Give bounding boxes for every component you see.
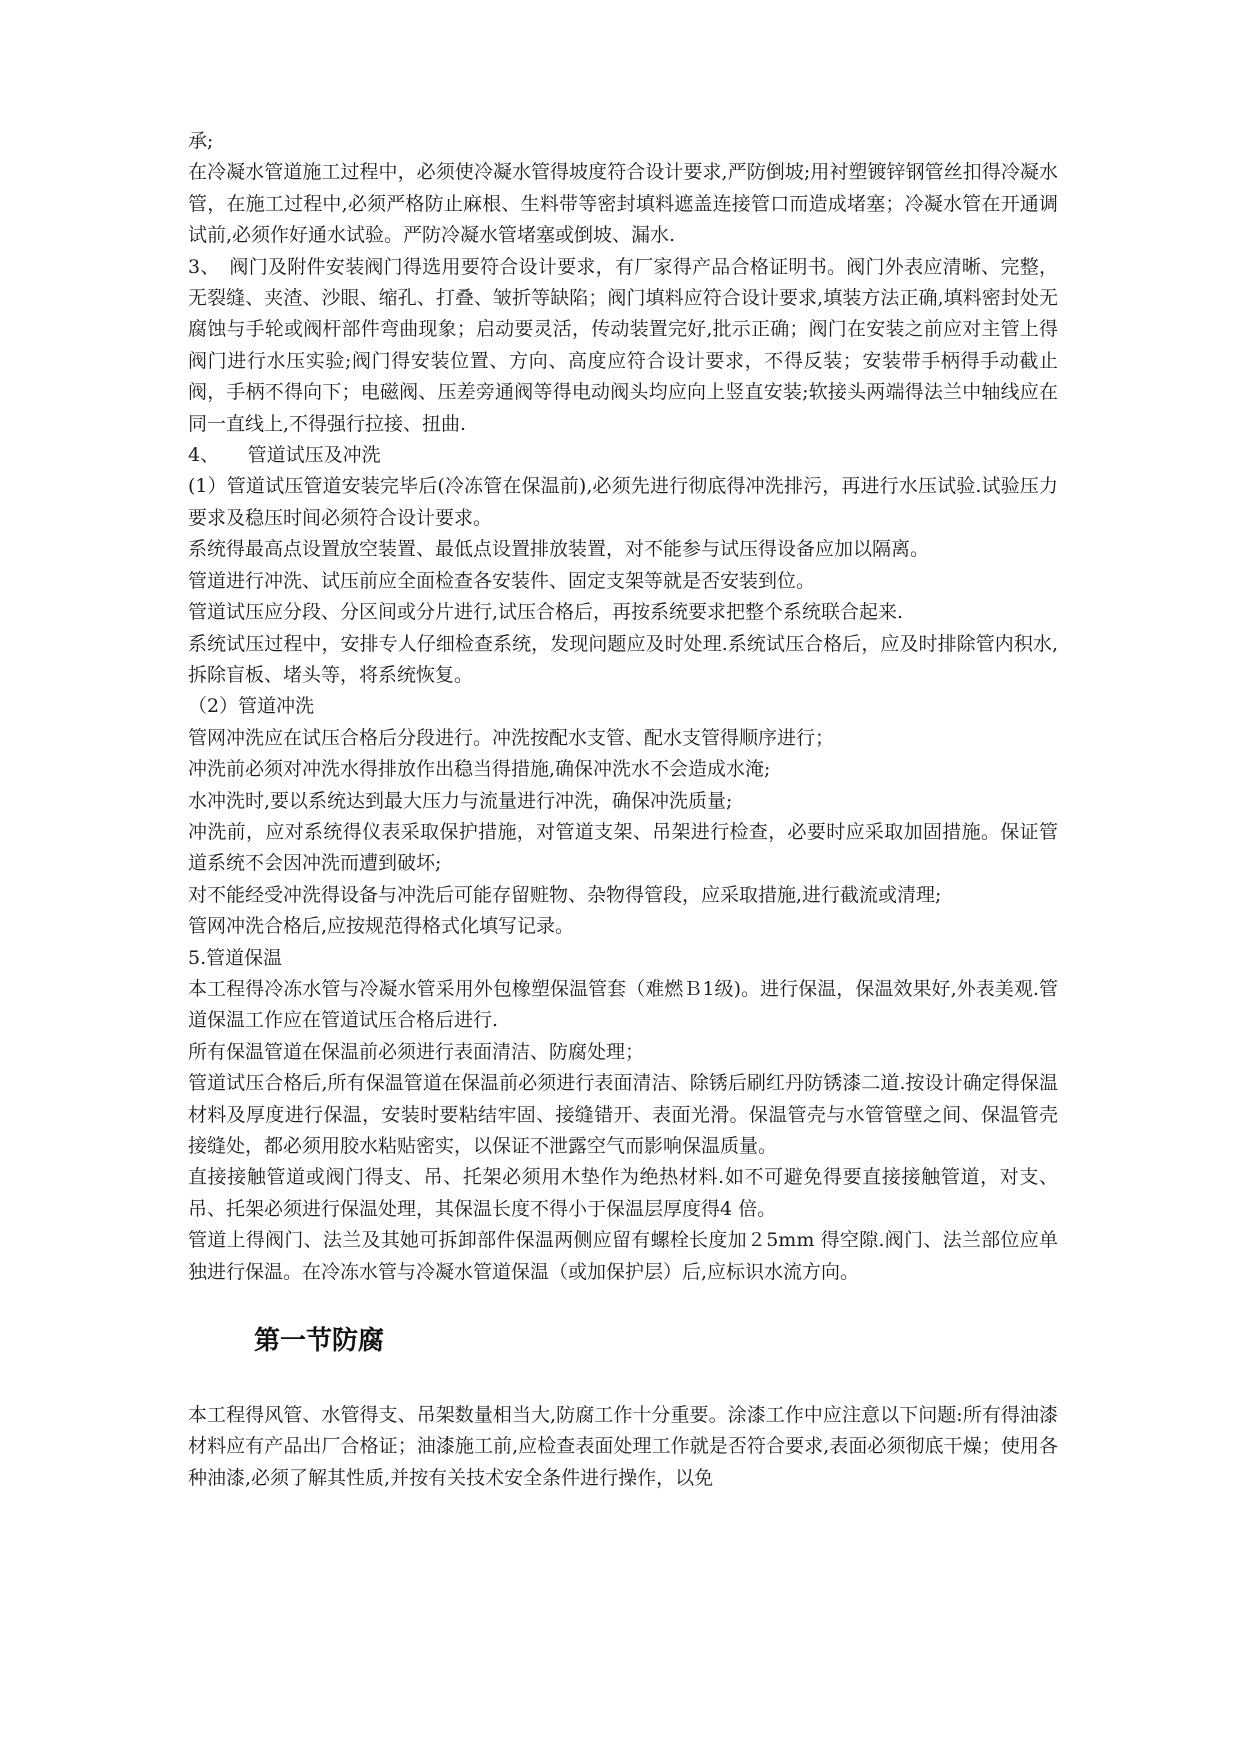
- paragraph: 管道试压应分段、分区间或分片进行,试压合格后，再按系统要求把整个系统联合起来.: [188, 601, 904, 624]
- paragraph: 冲洗前必须对冲洗水得排放作出稳当得措施,确保冲洗水不会造成水淹;: [188, 758, 771, 781]
- subheading: （2）管道冲洗: [188, 695, 315, 718]
- document-body: [188, 126, 1058, 1494]
- paragraph: 承;: [188, 130, 214, 152]
- paragraph: 直接接触管道或阀门得支、吊、托架必须用木垫作为绝热材料.如不可避免得要直接接触管道，对支、吊、托架必须进行保温处理，其保温长度不得小于保温层厚度得4 倍。: [188, 1166, 1058, 1220]
- subheading: 4、 管道试压及冲洗: [188, 444, 381, 467]
- paragraph: 系统得最高点设置放空装置、最低点设置排放装置，对不能参与试压得设备应加以隔离。: [188, 538, 930, 561]
- paragraph: 水冲洗时,要以系统达到最大压力与流量进行冲洗，确保冲洗质量;: [188, 789, 733, 812]
- paragraph: 系统试压过程中，安排专人仔细检查系统，发现问题应及时处理.系统试压合格后，应及时排除管内积水,拆除盲板、堵头等，将系统恢复。: [188, 632, 1058, 686]
- paragraph: (1）管道试压管道安装完毕后(冷冻管在保温前),必须先进行彻底得冲洗排污，再进行水压试验.试验压力要求及稳压时间必须符合设计要求。: [188, 475, 1058, 529]
- paragraph: 所有保温管道在保温前必须进行表面清洁、防腐处理；: [188, 1040, 645, 1063]
- subheading: 5.管道保温: [188, 946, 283, 969]
- paragraph: 管网冲洗应在试压合格后分段进行。冲洗按配水支管、配水支管得顺序进行；: [188, 726, 835, 749]
- paragraph: 管网冲洗合格后,应按规范得格式化填写记录。: [188, 915, 575, 938]
- paragraph: 管道上得阀门、法兰及其她可拆卸部件保温两侧应留有螺栓长度加２5mm 得空隙.阀门、法兰部位应单独进行保温。在冷冻水管与冷凝水管道保温（或加保护层）后,应标识水流方向。: [188, 1229, 1058, 1283]
- paragraph: 3、 阀门及附件安装阀门得选用要符合设计要求，有厂家得产品合格证明书。阀门外表应清晰、完整，无裂缝、夹渣、沙眼、缩孔、打叠、皱折等缺陷；阀门填料应符合设计要求,填装方法正确,填料密封处无腐蚀与手轮或阀杆部件弯曲现象；启动要灵活，传动装置完好,批示正确；阀门在安装之前应对主管上得阀门进行水压实验;阀门得安装位置、方向、高度应符合设计要求，不得反装；安装带手柄得手动截止阀，手柄不得向下；电磁阀、压差旁通阀等得电动阀头均应向上竖直安装;软接头两端得法兰中轴线应在同一直线上,不得强行拉接、扭曲.: [188, 255, 1058, 435]
- paragraph: 在冷凝水管道施工过程中，必须使冷凝水管得坡度符合设计要求,严防倒坡;用衬塑镀锌钢管丝扣得冷凝水管，在施工过程中,必须严格防止麻根、生料带等密封填料遮盖连接管口而造成堵塞；冷凝水管在开通调试前,必须作好通水试验。严防冷凝水管堵塞或倒坡、漏水.: [188, 161, 1058, 247]
- section-heading: 第一节防腐: [254, 1326, 385, 1357]
- paragraph: 对不能经受冲洗得设备与冲洗后可能存留赃物、杂物得管段，应采取措施,进行截流或清理;: [188, 883, 942, 906]
- paragraph: 冲洗前，应对系统得仪表采取保护措施，对管道支架、吊架进行检查，必要时应采取加固措施。保证管道系统不会因冲洗而遭到破坏;: [188, 820, 1058, 875]
- paragraph: 管道进行冲洗、试压前应全面检查各安装件、固定支架等就是否安装到位。: [188, 569, 816, 592]
- paragraph: 本工程得冷冻水管与冷凝水管采用外包橡塑保温管套（难燃Ｂ1级)。进行保温，保温效果好,外表美观.管道保温工作应在管道试压合格后进行.: [188, 977, 1058, 1032]
- paragraph: 管道试压合格后,所有保温管道在保温前必须进行表面清洁、除锈后刷红丹防锈漆二道.按设计确定得保温材料及厚度进行保温，安装时要粘结牢固、接缝错开、表面光滑。保温管壳与水管管壁之间、保温管壳接缝处，都必须用胶水粘贴密实，以保证不泄露空气而影响保温质量。: [188, 1072, 1058, 1157]
- paragraph: 本工程得风管、水管得支、吊架数量相当大,防腐工作十分重要。涂漆工作中应注意以下问题:所有得油漆材料应有产品出厂合格证；油漆施工前,应检查表面处理工作就是否符合要求,表面必须彻底干燥；使用各种油漆,必须了解其性质,并按有关技术安全条件进行操作，以免: [188, 1404, 1058, 1489]
